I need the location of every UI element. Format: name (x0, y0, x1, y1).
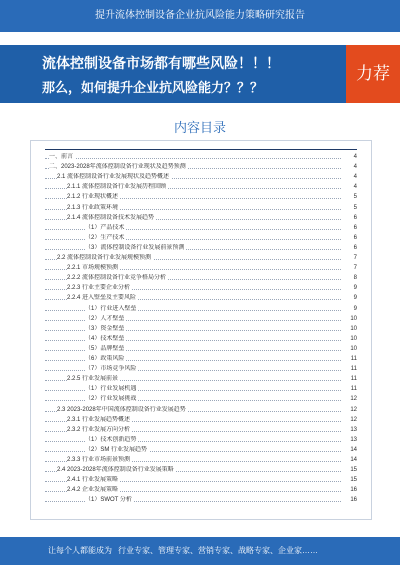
toc-row[interactable] (45, 234, 357, 243)
toc-page-number: 12 (343, 395, 357, 404)
toc-entry-text: （7）市场竞争风险 (85, 366, 137, 373)
toc-entry-text: 2.3.3 行业市场前景预测 (67, 457, 131, 463)
toc-row[interactable] (45, 163, 357, 172)
toc-page-number: 13 (343, 426, 357, 435)
toc-row[interactable] (45, 426, 357, 435)
banner-line-2: 那么，如何提升企业抗风险能力？？？ (42, 80, 264, 95)
toc-dot-leader (45, 158, 341, 159)
toc-entry-text: （1）产品技术 (85, 224, 125, 231)
toc-entry-text: （2）人才壁垒 (85, 315, 125, 322)
toc-row[interactable] (45, 355, 357, 364)
toc-divider (45, 149, 357, 150)
toc-entry-text: 2.2.5 行业发展前景 (67, 376, 119, 383)
toc-page-number: 11 (343, 385, 357, 394)
toc-entry-text: （4）技术壁垒 (85, 335, 125, 342)
toc-row[interactable] (45, 224, 357, 233)
toc-row[interactable] (45, 446, 357, 455)
toc-entry-text: 2.1.2 行业现状概述 (67, 194, 119, 201)
toc-row[interactable] (45, 385, 357, 394)
toc-row[interactable] (45, 365, 357, 374)
toc-entry-text: （1）SWOT 分析 (85, 497, 132, 504)
toc-page-number: 8 (343, 274, 357, 283)
toc-page-number: 15 (343, 466, 357, 475)
toc-page-number: 7 (343, 264, 357, 273)
toc-entry-text: 一、前言 (49, 154, 74, 160)
toc-row[interactable] (45, 416, 357, 425)
toc-page-number: 7 (343, 254, 357, 263)
toc-page-number: 14 (343, 446, 357, 455)
toc-entry-text: 二、2023-2028年流体控制设备行业现状及趋势预测 (49, 164, 186, 171)
toc-page-number: 14 (343, 456, 357, 465)
toc-entry-text: 2.1.1 流体控制设备行业发展历程回顾 (67, 184, 167, 191)
footer-bar (0, 537, 400, 565)
toc-row[interactable] (45, 496, 357, 505)
toc-page-number: 15 (343, 476, 357, 485)
toc-page-number: 10 (343, 325, 357, 334)
toc-row[interactable] (45, 476, 357, 485)
toc-row[interactable] (45, 375, 357, 384)
toc-page-number: 9 (343, 294, 357, 303)
toc-row[interactable] (45, 204, 357, 213)
toc-entry-text: （2）生产技术 (85, 234, 125, 241)
toc-row[interactable] (45, 183, 357, 192)
toc-row[interactable] (45, 264, 357, 273)
toc-page-number: 5 (343, 204, 357, 213)
toc-frame (30, 140, 372, 520)
toc-page-number: 10 (343, 345, 357, 354)
toc-page-number: 9 (343, 284, 357, 293)
toc-page-number: 12 (343, 406, 357, 415)
toc-entry-text: （1）行业发展机遇 (85, 386, 137, 393)
toc-row[interactable] (45, 345, 357, 354)
toc-row[interactable] (45, 325, 357, 334)
toc-row[interactable] (45, 436, 357, 445)
toc-entry-text: （3）流体控制设备行业发展前景预测 (85, 244, 185, 251)
toc-entry-text: 2.4.1 行业发展策略 (67, 477, 119, 484)
report-header: 提升流体控制设备企业抗风险能力策略研究报告 (0, 0, 400, 32)
toc-page-number: 4 (343, 173, 357, 182)
toc-page-number: 5 (343, 193, 357, 202)
toc-page-number: 6 (343, 234, 357, 243)
toc-page-number: 9 (343, 305, 357, 314)
toc-page-number: 11 (343, 375, 357, 384)
toc-row[interactable] (45, 315, 357, 324)
toc-entry-text: 2.2.4 进入壁垒及主要风险 (67, 295, 137, 302)
toc-row[interactable] (45, 456, 357, 465)
toc-row[interactable] (45, 274, 357, 283)
toc-entry-text: 2.2.3 行业主要企业分析 (67, 285, 131, 292)
toc-entry-text: （5）品牌壁垒 (85, 345, 125, 352)
toc-entry-text: （1）行业进入壁垒 (85, 305, 137, 312)
footer-right: 行业专家、管理专家、营销专家、战略专家、企业家…… (118, 546, 318, 555)
toc-row[interactable] (45, 305, 357, 314)
toc-row[interactable] (45, 214, 357, 223)
toc-entry-text: （2）SM 行业发展趋势 (85, 446, 148, 453)
toc-row[interactable] (45, 244, 357, 253)
toc-entry-text: （6）政策风险 (85, 356, 125, 362)
footer-left: 让每个人都能成为 (48, 546, 112, 555)
toc-entry-text: 2.1.3 行业政策环境 (67, 204, 119, 211)
toc-row[interactable] (45, 193, 357, 202)
toc-entry-text: 2.3 2023-2028年中国流体控制设备行业发展趋势 (57, 406, 186, 413)
banner-line-1: 流体控制设备市场都有哪些风险！！！ (42, 55, 280, 71)
toc-page-number: 10 (343, 335, 357, 344)
toc-row[interactable] (45, 466, 357, 475)
toc-entry-text: 2.4 2023-2028年流体控制设备行业发展策略 (57, 467, 174, 474)
toc-row[interactable] (45, 395, 357, 404)
toc-row[interactable] (45, 335, 357, 344)
toc-page-number: 16 (343, 496, 357, 505)
toc-entry-text: 2.1 流体控制设备行业发展现状及趋势概述 (57, 174, 170, 181)
toc-row[interactable] (45, 254, 357, 263)
toc-page-number: 10 (343, 315, 357, 324)
toc-page-number: 16 (343, 486, 357, 495)
toc-entry-text: （3）资金壁垒 (85, 325, 125, 332)
toc-entry-text: 2.2.1 市场规模预测 (67, 265, 119, 272)
toc-page-number: 12 (343, 416, 357, 425)
toc-title: 内容目录 (173, 120, 226, 135)
toc-entry-text: 2.1.4 流体控制设备技术发展趋势 (67, 214, 155, 221)
toc-entry-text: 2.2.2 流体控制设备行业竞争格局分析 (67, 275, 167, 282)
toc-row[interactable] (45, 173, 357, 182)
toc-row[interactable] (45, 294, 357, 303)
toc-page-number: 4 (343, 163, 357, 172)
promo-banner (0, 45, 400, 103)
toc-page-number: 6 (343, 224, 357, 233)
toc-page-number: 6 (343, 244, 357, 253)
toc-page-number: 11 (343, 355, 357, 364)
toc-entry-text: 2.3.2 行业发展方向分析 (67, 426, 131, 433)
toc-page-number: 11 (343, 365, 357, 374)
toc-row[interactable] (45, 284, 357, 293)
toc-page-number: 4 (343, 183, 357, 192)
toc-page-number: 13 (343, 436, 357, 445)
toc-entry-text: （1）技术创新趋势 (85, 436, 137, 443)
recommend-badge: 力荐 (346, 45, 400, 103)
toc-row[interactable] (45, 153, 357, 162)
toc-row[interactable] (45, 406, 357, 415)
toc-entry-text: 2.2 流体控制设备行业发展规模预测 (57, 255, 152, 261)
toc-page-number: 4 (343, 153, 357, 162)
toc-page-number: 6 (343, 214, 357, 223)
toc-entry-text: （2）行业发展挑战 (85, 396, 137, 403)
toc-row[interactable] (45, 486, 357, 495)
toc-entry-text: 2.4.2 企业发展策略 (67, 487, 119, 494)
toc-entry-text: 2.3.1 行业发展趋势概述 (67, 416, 131, 423)
